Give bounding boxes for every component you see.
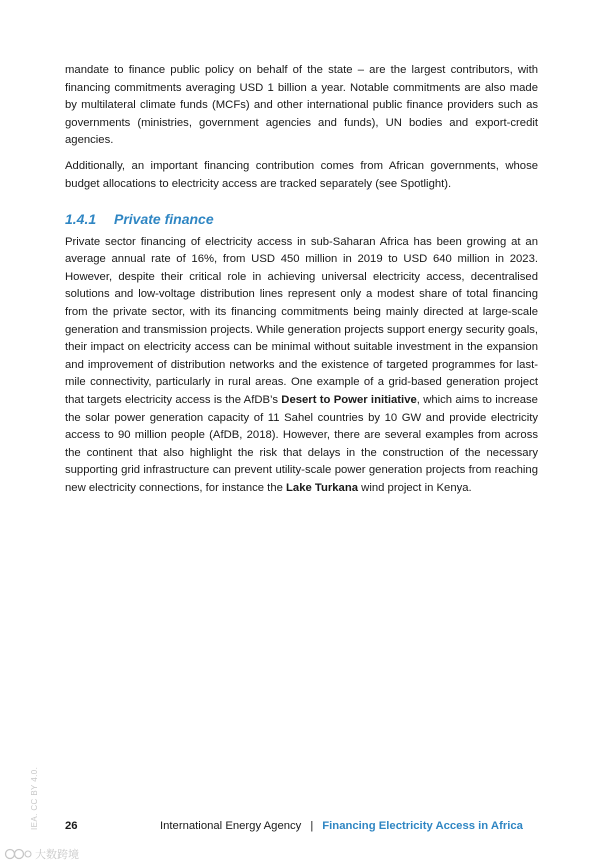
lake-turkana-highlight: Lake Turkana xyxy=(286,481,359,494)
paragraph-private-finance xyxy=(65,234,538,498)
section-number: 1.4.1 xyxy=(65,210,97,227)
license-text: IEA. CC BY 4.0. xyxy=(30,766,39,830)
paragraph-text: , which aims to increase the solar power generation capacity of 11 Sahel countries by 10 GW and provide electricity access to 90 million people (AfDB, 2018). However, there are several examples from across the continent that also highlight the risk that delays in the construction of the necessary supporting grid infrastructure can prevent utility-scale power generation projects from reaching new electricity connections, for instance the xyxy=(65,394,538,494)
page-content xyxy=(65,62,538,506)
footer-separator: | xyxy=(310,820,314,832)
desert-to-power-highlight: Desert to Power initiative xyxy=(281,394,417,406)
watermark-text: 大数跨境 xyxy=(35,849,79,861)
watermark xyxy=(4,846,124,862)
section-title: Private finance xyxy=(114,210,214,227)
footer-report-title: Financing Electricity Access in Africa xyxy=(322,820,523,832)
paragraph-text: wind project in Kenya. xyxy=(358,481,472,494)
section-heading xyxy=(65,211,538,227)
paragraph-text: Private sector financing of electricity access in sub-Saharan Africa has been growing at an average annual rate of 16%, from USD 450 million in 2019 to USD 640 million in 2023. However, despite their critical role in achieving universal electricity access, decentralised solutions and low-voltage distribution lines represent only a modest share of total financing from the private sector, with its financing commitments being mainly directed at large-scale generation and transmission projects. While generation projects support energy security goals, their impact on electricity access can be minimal without suitable investment in the expansion and improvement of distribution networks and the existence of targeted programmes for last-mile connectivity, particularly in rural areas. One example of a grid-based generation project that targets electricity access is the AfDB’s xyxy=(65,235,538,406)
paragraph-african-governments: Additionally, an important financing contribution comes from African governments, whose budget allocations to electricity access are tracked separately (see Spotlight). xyxy=(65,160,538,191)
footer-organization: International Energy Agency xyxy=(160,820,302,832)
paragraph-public-finance: mandate to finance public policy on behalf of the state – are the largest contributors, with financing commitments averaging USD 1 billion a year. Notable commitments are also made by multilateral climate funds (MCFs) and other international public finance providers such as governments (ministries, government agencies and funds), UN bodies and export-credit agencies. xyxy=(65,64,538,147)
watermark-logo-icon xyxy=(4,847,32,861)
page-number: 26 xyxy=(65,820,78,832)
page-footer xyxy=(65,817,538,835)
